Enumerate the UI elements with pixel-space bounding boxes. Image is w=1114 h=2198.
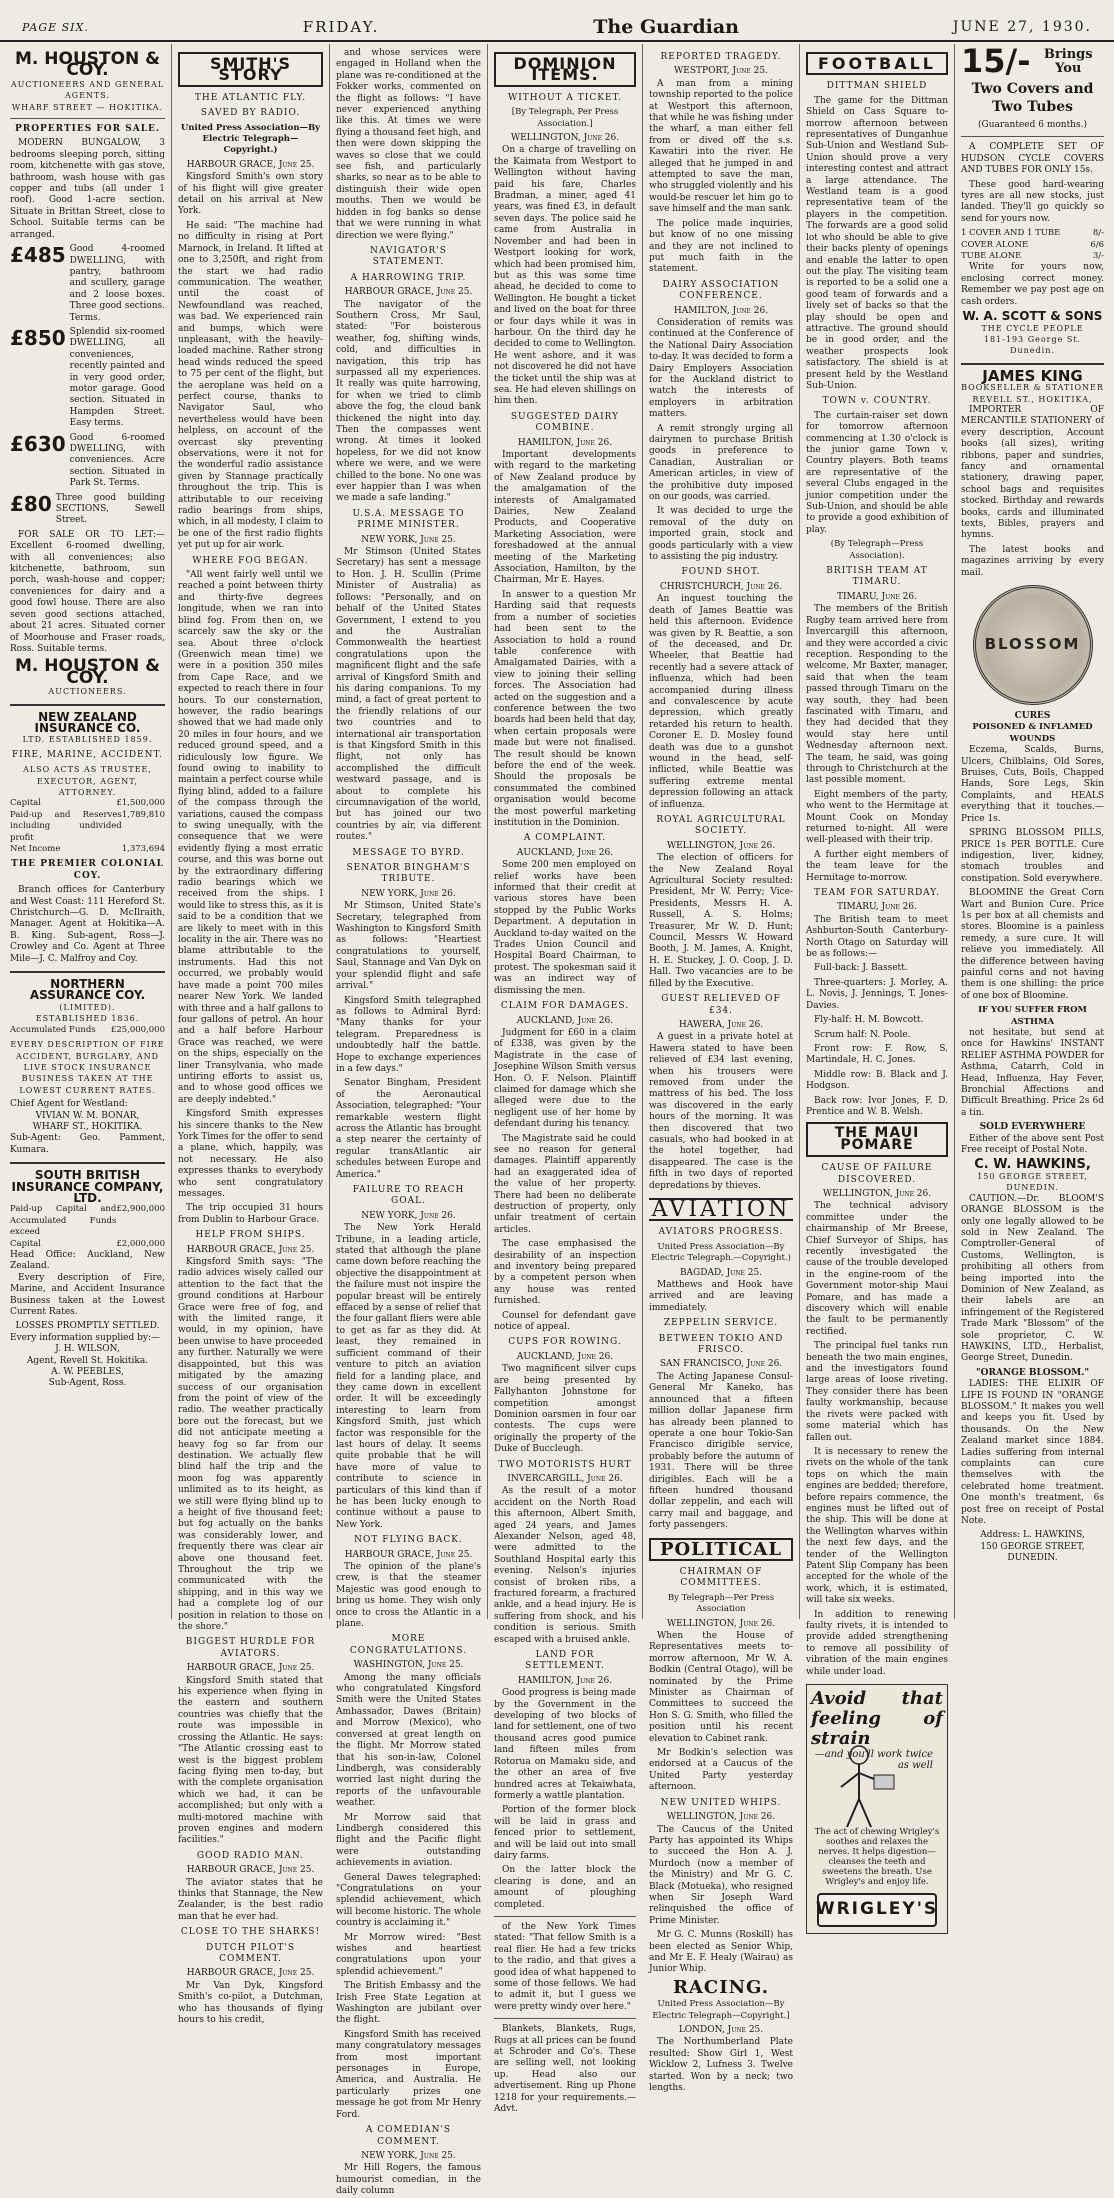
sbi-desc: Every description of Fire, Marine, and Accident Insurance Business taken at the Lowest Current Rates. [10, 1272, 165, 1318]
article-paragraph: Mr Bodkin's selection was endorsed at a Caucus of the United Party yesterday afternoon. [649, 1748, 793, 1793]
article-paragraph: A further eight members of the team leave for the Hermitage to-morrow. [806, 849, 948, 883]
article-paragraph: The navigator of the Southern Cross, Mr Saul, stated: "For boisterous weather, fog, shifting winds, cold, and difficulties in navigation, this trip has surpassed all my experiences. It really was quite harrowing, for when we tried to climb above the fog, the cloud bank thickened the night into day. Then the compasses went wrong. At times it looked hopeless, for we did not know where we were, and we were chilled to the bone. No one was ever happier than I was when we made a safe landing." [336, 299, 481, 504]
dateline: HARBOUR GRACE, June 25. [186, 1663, 315, 1674]
article-paragraph: The British Embassy and the Irish Free State Legation at Washington are jubilant over the flight. [336, 1981, 481, 2026]
dateline: HARBOUR GRACE, June 25. [186, 1968, 315, 1979]
postal-text: Either of the above sent Post Free receipt of Postal Note. [961, 1133, 1104, 1156]
article-paragraph: A guest in a private hotel at Hawera stated to have been relieved of £34 last evening, when his trousers were removed from under the mattress of his bed. The loss was discovered in the early hours of the morning. It was then discovered that two casuals, who had booked in at the hotel together, had disappeared. The case is the fifth in two days of reported depredations by thieves. [649, 1032, 793, 1191]
property-listing [10, 493, 165, 527]
dateline: HAMILTON, June 26. [517, 1675, 613, 1686]
nz-insurance-title: NEW ZEALAND INSURANCE CO. [34, 709, 141, 735]
team-line: Back row: Ivor Jones, F. D. Prentice and W. B. Welsh. [806, 1095, 948, 1117]
ladies-text: LADIES: THE ELIXIR OF LIFE IS FOUND IN "ORANGE BLOSSOM." It makes you well and keeps you fit. Used by thousands. On the New Zealand market since 1884. Ladies suffering from internal complaints can cure themselves with the celebrated home treatment. One month's treatment, 6s post free on receipt of Postal Note. [961, 1379, 1104, 1527]
dateline: LONDON, June 25. [678, 2025, 764, 2035]
sbi-figure-row: Capital £2,000,000 [10, 1238, 165, 1249]
dateline: HARBOUR GRACE, June 25. [186, 1865, 315, 1876]
article-subhead: GUEST RELIEVED OF £34. [661, 994, 781, 1016]
article-subhead: BIGGEST HURDLE FOR AVIATORS. [185, 1637, 316, 1659]
article-paragraph: Kingsford Smith expresses his sincere thanks to the New York Times for the offer to send a plane, which, happily, was not necessary. He also expresses thanks to everybody who sent congratulatory messages. [178, 1109, 323, 1199]
property-price: £630 [10, 431, 66, 456]
cycle-offer-text: A COMPLETE SET OF HUDSON CYCLE COVERS AND TUBES FOR ONLY 15s. [961, 142, 1104, 176]
property-listing [10, 244, 165, 324]
sbi-agent: A. W. PEEBLES, [51, 1367, 124, 1378]
wire-credit: United Press Association—By Electric Telegraph—Copyright.] [652, 1999, 790, 2021]
article-paragraph: The election of officers for the New Zealand Royal Agricultural Society resulted: President, Mr W. Perry; Vice-Presidents, Messrs H. A. Russell, A. S. Holms; Treasurer, Mr W. D. Hunt; Council, Messrs W. Howard Booth, J. M. James, A. Knight, H. E. Stuckey, J. O. Coop, J. D. Hall. Two vacancies are to be filled by the Executive. [649, 853, 793, 989]
article-paragraph: Consideration of remits was continued at the Conference of the National Dairy Association to-day. It was decided to form a Dairy Employers Association for the Auckland district to watch the interests of employers in arbitration matters. [649, 317, 793, 420]
sold-everywhere: SOLD EVERYWHERE [979, 1122, 1086, 1133]
price-row: TUBE ALONE 3/- [961, 251, 1104, 262]
property-listing: MODERN BUNGALOW, 3 bedrooms sleeping porch, sitting room, kitchenette with gas stove, bathroom, wash house with gas copper and tubs (all under 1 roof). Good 1-acre section. Situate in Brittan Street, close to School. Suitable terms can be arranged. [10, 138, 165, 240]
scott-firm-name: W. A. SCOTT & SONS [962, 309, 1103, 324]
article-paragraph: Mr Hill Rogers, the famous humourist comedian, in the daily column [336, 2163, 481, 2197]
northern-agent-label: Chief Agent for Westland: [10, 1099, 128, 1110]
article-paragraph: On the latter block the clearing is done, and an amount of ploughing completed. [494, 1865, 636, 1910]
page-number: PAGE SIX. [22, 20, 89, 34]
article-subhead: REPORTED TRAGEDY. [660, 52, 782, 62]
article-paragraph: As the result of a motor accident on the North Road this afternoon, Albert Smith, aged 24 years, and James Alexander Nelson, aged 48, were admitted to the Southland Hospital early this evening. Nelson's injuries consist of broken ribs, a fractured forearm, a fractured ankle, and a head injury. He is suffering from shock, and his condition is serious. Smith escaped with a bruised ankle. [494, 1486, 636, 1645]
article-subhead: GOOD RADIO MAN. [196, 1850, 305, 1861]
section-heading-racing: RACING. [672, 1976, 770, 1998]
article-paragraph: In addition to renewing faulty rivets, it is intended to provide added strengthening to remove all possibility of vibration of the main engines while under load. [806, 1609, 948, 1677]
property-desc: Good 4-roomed DWELLING, with pantry, bathroom and scullery, garage and 2 loose boxes. Three good sections. Terms. [69, 244, 165, 323]
property-desc: Splendid six-roomed DWELLING, all conveniences, recently painted and in very good order, motor garage. Good section. Situated in Hampden Street. Easy terms. [69, 326, 165, 429]
dateline: NEW YORK, June 25. [361, 534, 456, 545]
section-heading-political: POLITICAL [649, 1538, 793, 1561]
wire-credit: (By Telegraph—Press Association). [830, 539, 924, 561]
article-paragraph: General Dawes telegraphed: "Congratulations on your splendid achievement, which will become historic. The whole country is acclaiming it." [336, 1872, 481, 1929]
dateline: AUCKLAND, June 26. [516, 1351, 614, 1362]
column-1-advertisements [4, 44, 172, 1619]
article-subhead: A COMPLAINT. [523, 833, 607, 844]
dateline: INVERCARGILL, June 26. [507, 1473, 623, 1484]
wrigleys-tagline: —and you'll work twice as well [814, 1749, 933, 1772]
article-subhead: LAND FOR SETTLEMENT. [525, 1650, 605, 1672]
article-subhead: CHAIRMAN OF COMMITTEES. [679, 1566, 763, 1589]
article-paragraph: The opinion of the plane's crew, is that the steamer Majestic was good enough to bring us home. They wish only once to cross the Atlantic in a plane. [336, 1562, 481, 1630]
dateline: AUCKLAND, June 26. [516, 847, 614, 858]
northern-ltd: (LIMITED). [59, 1002, 116, 1012]
scott-address: 181-193 George St. Dunedin. [983, 334, 1082, 356]
paper-title: The Guardian [593, 16, 739, 38]
two-covers-heading: Two Covers and Two Tubes [971, 81, 1094, 115]
article-subhead: FAILURE TO REACH GOAL. [352, 1185, 465, 1207]
nz-figure-row: Net Income 1,373,694 [10, 844, 165, 854]
article-paragraph: The Caucus of the United Party has appointed its Whips to succeed the Hon A. J. Murdoch (now a member of the Ministry) and Mr G. C. Black (Motueka), who resigned when Sir Joseph Ward relinquished the office of Prime Minister. [649, 1824, 793, 1926]
nz-figure-row: Paid-up and Reserves including undivided profit 1,789,810 [10, 809, 165, 843]
property-desc: Good 6-roomed DWELLING, with conveniences. Acre section. Situated in Park St. Terms. [69, 432, 165, 489]
cycle-offer-text: Write for yours now, enclosing correct money. Remember we pay post age on cash orders. [961, 262, 1104, 307]
dateline: WELLINGTON, June 26. [666, 840, 776, 851]
orange-blossom-heading: "ORANGE BLOSSOM." [975, 1367, 1090, 1378]
houston-firm-role: AUCTIONEERS. [48, 687, 127, 697]
article-paragraph: The New York Herald Tribune, in a leading article, stated that although the plane came down before reaching the objective the disappointment at the failure must not inspire the popular breast will be entirely effaced by a sense of relief that the four gallant fliers were able to get as far as they did. At least, they remained in sufficient command of their venture to pitch an aviation field for a landing place, and they came down in excellent order. It will be exceedingly interesting to learn from Kingsford Smith, just which factor was responsible for the last hours of delay. It seems quite probable that he will have more of value to contribute to science in particulars of this kind than if he has been lucky enough to continue without a pause to New York. [336, 1223, 481, 1530]
northern-address: WHARF ST., HOKITIKA. [32, 1121, 143, 1132]
sbi-agent: J. H. WILSON, [55, 1344, 120, 1355]
hawkins-address: 150 GEORGE STREET, DUNEDIN. [977, 1171, 1088, 1193]
dateline: WESTPORT, June 25. [674, 66, 768, 77]
worker-illustration-icon [819, 1741, 897, 1831]
article-subhead: SUGGESTED DAIRY COMBINE. [510, 411, 620, 434]
northern-subagent: Sub-Agent: Geo. Pamment, Kumara. [10, 1133, 165, 1155]
team-line: Fly-half: H. M. Bowcott. [814, 1015, 924, 1026]
northern-funds: Accumulated Funds £25,000,000 [10, 1024, 165, 1035]
team-line: Front row: F. Row, S. Martindale, H. C. Jones. [806, 1043, 948, 1066]
team-line: Scrum half: N. Poole. [814, 1029, 911, 1040]
wire-credit: [By Telegraph, Per Press Association.] [511, 107, 619, 129]
article-paragraph: and whose services were engaged in Holland when the plane was re-conditioned at the Fokker works, commented on the flight as follows: "I have never experienced anything like this. At times we were flying a thousand feet high, and then were down skipping the waves so close that we could see fish, and particularly sharks, so near as to be able to distinguish their wide open mouths. Then we would be hidden in fog banks so dense that we were running in what direction we were flying." [336, 48, 481, 241]
article-paragraph: On a charge of travelling on the Kaimata from Westport to Wellington without having paid his fare, Charles Bradman, a miner, aged 41 years, was fined £3, in default seven days. The police said he came from Australia in November and had been in Westport looking for work, which had been promised him, but as this was some time ahead, he decided to come to Wellington. He bought a ticket and lived on the boat for three or four days while it was in harbour. On the third day he decided to come to Wellington. He went ashore, and it was not discovered he did not have the ticket until the ship was at sea. He had eleven shillings on him then. [494, 145, 636, 407]
article-paragraph: The principal fuel tanks run beneath the two main engines, and the investigators found large areas of loose riveting. They consider there has been faulty workmanship, because the rivets were packed with some material which has fallen out. [806, 1341, 948, 1443]
sbi-agent-address: Agent, Revell St. Hokitika. [26, 1355, 149, 1366]
article-subhead: SENATOR BINGHAM'S TRIBUTE. [346, 863, 471, 885]
dateline: HAWERA, June 26. [678, 1019, 764, 1030]
article-paragraph: of the New York Times stated: "That fellow Smith is a real flier. He had a few tricks to the radio, and that gives a good idea of what happened to some of those fellows. We had to admit it, but I guess we were pretty windy over here." [494, 1921, 636, 2012]
article-paragraph: Among the many officials who congratulated Kingsford Smith were the United States Ambassador, Dawes (Britain) and Morrow (Mexico), who conversed at great length on the flight. Mr Morrow stated that his son-in-law, Colonel Lindbergh, was considerably worried last night during the reports of the unfavourable weather. [336, 1672, 481, 1809]
article-paragraph: Matthews and Hook have arrived and are leaving immediately. [649, 1280, 793, 1313]
article-paragraph: A remit strongly urging all dairymen to purchase British goods in preference to Canadian, Australian or American articles, in view of the prohibitive duty imposed on our goods, was carried. [649, 423, 793, 503]
king-desc: IMPORTER OF MERCANTILE STATIONERY of every description, Account books (all sizes), writing ribbons, paper and sundries, fancy and ornamental stationery, drawing paper, school bags and requisites stocked. Birthday and rewards books, cards and illuminated texts, Bibles, prayers and hymns. [961, 404, 1104, 541]
dateline: WELLINGTON, June 26. [666, 1618, 776, 1629]
article-paragraph: The trip occupied 31 hours from Dublin to Harbour Grace. [178, 1203, 323, 1225]
article-paragraph: It is necessary to renew the rivets on the whole of the tank tops on which the main engines are bedded; therefore, before repairs commence, the engines must be lifted out of the ship. This will be done at the Wellington wharves within the next few days, and the tender of the Wellington Patent Slip Company has been accepted for the whole of the work, which, it is estimated, will take six weeks. [806, 1446, 948, 1606]
article-paragraph: The game for the Dittman Shield on Cass Square to-morrow afternoon between representatives of Dunganhue Sub-Union and Westland Sub-Union should prove a very interesting contest and attract a large attendance. The Westland team is a good representative team of the players in the competition. The forwards are a good solid lot who should be able to give their backs plenty of openings and enable the latter to open out the play. The visiting team is reported to be a solid one a good team of forwards and a lively set of backs so that the play should be open and attractive. The ground should be in good order, and the weather prospects look satisfactory. The shield is at present held by the Westland Sub-Union. [806, 95, 948, 391]
article-subhead: A COMEDIAN'S COMMENT. [365, 2125, 452, 2147]
article-subhead: U.S.A. MESSAGE TO PRIME MINISTER. [352, 508, 465, 531]
article-paragraph: It was decided to urge the removal of the duty on imported grain, stock and goods particularly with a view to assisting the pig industry. [649, 506, 793, 563]
article-paragraph: The British team to meet Ashburton-South Canterbury-North Otago on Saturday will be as follows:— [806, 914, 948, 960]
article-subhead: DUTCH PILOT'S COMMENT. [205, 1942, 295, 1964]
article-paragraph: An inquest touching the death of James Beattie was held this afternoon. Evidence was given by R. Beattie, a son of the deceased, and Dr. Wheeler, that Beattie had recently had a severe attack of influenza, which had been accompanied during illness and convalescence by acute depression, which greatly retarded his return to health. Coroner E. D. Mosley found death was due to a gunshot wound in the head, self-inflicted, while Beattie was suffering extreme mental depression following an attack of influenza. [649, 594, 793, 810]
article-paragraph: Two magnificent silver cups are being presented by Fallyhanton Johnstone for competition amongst Dominion oarsmen in four oar contests. The cups were originally the property of the Duke of Buccleugh. [494, 1364, 636, 1455]
article-paragraph: Kingsford Smith stated that his experience when flying in the eastern and southern countries was chiefly that the route was impossible in crossing the Atlantic. He says: "The Atlantic crossing east to west is the biggest problem facing flying men to-day, but with the complete organisation which we had, it can be accomplished; but only with a multi-motored machine with proven engines and modern facilities." [178, 1675, 323, 1846]
wire-credit: By Telegraph—Per Press Association [667, 1592, 775, 1615]
article-paragraph: "All went fairly well until we reached a point between thirty and thirty-five degrees longitude, when we ran into blind fog. From then on, we scarcely saw the sky or the sea. About three o'clock (Greenwich mean time) we were in a position 350 miles from Cape Race, and we expected to reach there in four hours. To our consternation, however, the radio bearings showed that we had made only 20 miles in four hours, and we reduced ground speed, and a ridiculously low figure. We found owing to inability to maintain a perfect course while flying blind, added to a failure of the compass through the variations, caused the compass to swing unequally, with the consequence that we were evidently flying a most erratic course, and this was borne out by the extraordinary differing radio bearings which we received from the ships. I would like to stress this, as it is said to be a condition that we are likely to meet with in this locality in the air. There was no blame attributable to the instruments. Had this not occurred, we probably would have made a point 700 miles nearer New York. We landed with three and a half gallons to four gallons of petrol. An hour and a half before Harbour Grace was reached, we were on the ships, especially on the liner Transylvania, who made untiring efforts to assist us, and to whose good offices we are deeply indebted." [178, 570, 323, 1105]
dateline: WELLINGTON, June 26. [510, 133, 620, 144]
column-5-news [643, 44, 800, 2094]
article-subhead: ZEPPELIN SERVICE. [663, 1318, 779, 1329]
article-paragraph: Mr Morrow said that Lindbergh considered this flight and the Pacific flight were outstanding achievements in aviation. [336, 1812, 481, 1869]
article-subhead: NAVIGATOR'S STATEMENT. [370, 245, 447, 268]
article-paragraph: Senator Bingham, President of the Aeronautical Association, telegraphed: "Your remarkable western flight across the Atlantic has brought a step nearer the certainty of regular transAtlantic air schedules between Europe and America." [336, 1078, 481, 1180]
sbi-losses: LOSSES PROMPTLY SETTLED. [15, 1321, 160, 1332]
cycle-offer-text: These good hard-wearing tyres are all new stocks, just landed. They'll go quickly so send for yours now. [961, 179, 1104, 224]
article-subhead: BETWEEN TOKIO AND FRISCO. [658, 1333, 784, 1356]
blankets-advert: Blankets, Blankets, Rugs, Rugs at all prices can be found at Schroder and Co's. These are selling well, not looking up. Head also our advertisement. Ring up Phone 1218 for your requirements.—Advt. [494, 2024, 636, 2115]
article-subhead: CUPS FOR ROWING. [508, 1337, 622, 1348]
wrigleys-advert [806, 1684, 948, 1934]
blossom-text: Eczema, Scalds, Burns, Ulcers, Chilblains, Old Sores, Bruises, Cuts, Boils, Chapped Hands, Sore Legs, Skin Complaints, and HEALS everything that it touches.—Price 1s. [961, 745, 1104, 824]
article-subhead: DITTMAN SHIELD [826, 81, 928, 92]
column-3-smiths-story-cont [330, 44, 488, 2197]
sbi-figure-row: Paid-up Capital and Accumulated Funds exceed £2,900,000 [10, 1204, 165, 1238]
article-paragraph: Mr G. C. Munns (Roskill) has been elected as Senior Whip, and Mr E. F. Healy (Wairau) as Junior Whip. [649, 1930, 793, 1975]
article-paragraph: Mr Van Dyk, Kingsford Smith's co-pilot, a Dutchman, who has thousands of flying hours to his credit, [178, 1980, 323, 2026]
dateline: AUCKLAND, June 26. [516, 1015, 614, 1026]
article-paragraph: In answer to a question Mr Harding said that requests from a number of societies had been sent to the Association to hold a round table conference with Amalgamated Dairies, with a view to joining their selling forces. The Association had acted on the suggestion and a conference between the two boards had been held that day, when certain proposals were made but were not finalised. The result should be known before the end of the week. Should the proposals be consummated the combined organisation would become the most powerful marketing institution in the Dominion. [494, 589, 636, 828]
article-paragraph: A man from a mining township reported to the police at Westport this afternoon, that while he was fishing under the wharf, a man either fell from or dived off the s.s. Kawatiri into the river. He alleged that he jumped in and attempted to save the man, who struggled violently and his would-be rescuer let him go to save himself and the man sank. [649, 78, 793, 215]
dateline: HAMILTON, June 26. [517, 437, 613, 448]
article-subhead: HELP FROM SHIPS. [195, 1230, 306, 1241]
team-line: Middle row: B. Black and J. Hodgson. [806, 1069, 948, 1092]
northern-assurance-title: NORTHERN ASSURANCE COY. [29, 977, 146, 1003]
article-paragraph: He said: "The machine had no difficulty in rising at Port Marnock, in Ireland. It lifted at one to 3,250ft, and right from the start we had radio communication. The weather, until the coast of Newfoundland was reached, was bad. We experienced rain and bumps, which were unpleasant, with the heavily-loaded machine. Rather strong head winds reduced the speed to 75 per cent of the flight, but the aeroplane was held on a perfect course, thanks to Navigator Saul, who nevertheless would have been helpless, on account of the overcast sky preventing observations, were it not for the wonderful radio assistance given by Stannage practically throughout the trip. This is attributable to our receiving radio bearings from ships, which, in all modesty, I claim to be one of the first radio flights yet put up for air work. [178, 220, 323, 551]
column-7-advertisements [955, 44, 1110, 1619]
article-paragraph: Kingsford Smith has received many congratulatory messages from most important personages in Europe, America, and Australia. He particularly prizes one message he got from Mr Henry Ford. [336, 2029, 481, 2120]
blossom-heading: POISONED & INFLAMED WOUNDS [972, 722, 1093, 744]
article-subhead: SAVED BY RADIO. [200, 108, 301, 119]
houston-firm-name: M. HOUSTON & COY. [14, 49, 161, 81]
asthma-text: not hesitate, but send at once for Hawkins' INSTANT RELIEF ASTHMA POWDER for Asthma, Catarrh, Cold in Head, Influenza, Hay Fever, Bronchial Affections and Difficult Breathing. Price 2s 6d a tin. [961, 1028, 1104, 1118]
property-listing: FOR SALE OR TO LET:—Excellent 6-roomed dwelling, with all conveniences; also kitchenette, bathroom, sun porch, wash-house and copper; conveniences for dairy and a good fowl house. There are also seven good sections attached, about 21 acres. Situated corner of Moorhouse and Fraser roads, Ross. Suitable terms. [10, 529, 165, 654]
nz-insurance-established: LTD. ESTABLISHED 1859. [22, 735, 153, 745]
dateline: NEW YORK, June 26. [361, 1210, 456, 1221]
spring-blossom-seal-icon [973, 585, 1093, 705]
article-subhead: TEAM FOR SATURDAY. [814, 888, 940, 899]
article-paragraph: Kingsford Smith says: "The radio advices wisely called our attention to the fact that the ground conditions at Harbour Grace were free of fog, and with the limited range, it would, in my opinion, have been unwise to have proceeded any further. Naturally we were disappointed, but this was mitigated by the amazing success of our organisation from the point of view of the radio. The weather practically bore out the forecast, but we did not anticipate meeting a heavy fog so far from our destination. We actually flew blind half the trip and the moon fog was apparently unlimited as to its height, as we still were flying blind up to a height of five thousand feet; but fog actually on the banks was considerably lower, and frequently there was clear air above one thousand feet. Throughout the trip we communicated with the shipping, and in this way we had a complete log of our position in relation to those on the shore." [178, 1257, 323, 1633]
nz-branches: Branch offices for Canterbury and West Coast: 111 Hereford St. Christchurch—G. D. McIlraith, Manager. Agent at Hokitika—A. B. King. Sub-agent, Ross—J. Crowley and Co. Agent at Three Mile—J. C. Malfroy and Coy. [10, 885, 165, 964]
dateline: SAN FRANCISCO, June 26. [659, 1359, 783, 1370]
article-subhead: MESSAGE TO BYRD. [352, 847, 465, 858]
property-listing [10, 327, 165, 430]
northern-desc: EVERY DESCRIPTION OF FIRE ACCIDENT, BURGLARY, AND LIVE STOCK INSURANCE BUSINESS TAKEN AT THE LOWEST CURRENT RATES. [10, 1040, 165, 1095]
column-6-football [800, 44, 955, 1920]
article-subhead: CAUSE OF FAILURE DISCOVERED. [821, 1163, 933, 1185]
article-paragraph: Eight members of the party, who went to the Hermitage at Mount Cook on Monday returned to-night. All were well-pleased with their trip. [806, 789, 948, 846]
dateline: TIMARU, June 26. [837, 902, 917, 913]
offer-price: 15/- [961, 42, 1031, 81]
king-address: REVELL ST., HOKITIKA, [972, 394, 1093, 404]
article-paragraph: Mr Stimson (United States Secretary) has sent a message to Hon. J. H. Scullin (Prime Minister of Australia) as follows: "Personally, and on behalf of the United States Government, I extend to you and the Australian Commonwealth the heartiest congratulations upon the magnificent flight and the safe arrival of Kingsford Smith and his daring companions. To my mind, a fact of great portent to the friendly relations of our two countries and to international air transportation is that Kingsford Smith in this flight, not only has accomplished the difficult westward passage, and is about to complete his circumnavigation of the world, but has joined our two countries by air, via different routes." [336, 547, 481, 843]
asthma-heading: IF YOU SUFFER FROM ASTHMA [978, 1005, 1087, 1027]
dateline: HARBOUR GRACE, June 25. [344, 287, 473, 298]
king-firm-name: JAMES KING [982, 366, 1083, 385]
article-subhead: NOT FLYING BACK. [354, 1535, 463, 1546]
team-line: Three-quarters: J. Morley, A. L. Novis, J. Jennings, T. Jones-Davies. [806, 977, 948, 1011]
sbi-agent-address: Sub-Agent, Ross. [48, 1378, 127, 1389]
dateline: CHRISTCHURCH, June 26. [659, 581, 783, 592]
article-subhead: A HARROWING TRIP. [350, 272, 467, 283]
article-headline: THE MAUI POMARE [806, 1122, 948, 1157]
article-subhead: WHERE FOG BEGAN. [192, 555, 309, 566]
article-paragraph: Good progress is being made by the Government in the developing of two blocks of land for settlement, one of two thousand acres good pumice land fifteen miles from Rotorua on Mamaku side, and the other an area of five hundred acres at Tekaiwhata, formerly a wattle plantation. [494, 1688, 636, 1801]
article-headline: SMITH'S STORY [178, 52, 323, 87]
article-paragraph: Important developments with regard to the marketing of New Zealand produce by the amalgamation of the interests of Amalgamated Dairies, New Zealand Products, and Cooperative Marketing Association, were foreshadowed at the annual meeting of the Marketing Association, Hamilton, by the Chairman, Mr E. Hayes. [494, 450, 636, 586]
dateline: HARBOUR GRACE, June 25. [186, 159, 315, 170]
issue-date: JUNE 27, 1930. [952, 19, 1092, 35]
article-paragraph: The Magistrate said he could see no reason for general damages. Plaintiff apparently had an exaggerated idea of the value of her property. There had been no deliberate destruction of property, only unfair treatment of certain articles. [494, 1133, 636, 1235]
article-subhead: BRITISH TEAM AT TIMARU. [826, 566, 928, 588]
article-subhead: NEW UNITED WHIPS. [660, 1797, 782, 1808]
team-line: Full-back: J. Bassett. [814, 963, 908, 974]
article-paragraph: Counsel for defendant gave notice of appeal. [494, 1310, 636, 1333]
houston-firm-address: WHARF STREET — HOKITIKA. [11, 102, 164, 112]
article-paragraph: The technical advisory committee under the chairmanship of Mr Breese, Chief Surveyor of Ships, has recently investigated the cause of the trouble developed in the engine-room of the Government motor-ship Maui Pomare, and has made a discovery which will enable the fault to be permanently rectified. [806, 1201, 948, 1337]
king-arrivals: The latest books and magazines arriving by every mail. [961, 544, 1104, 578]
guarantee: (Guaranteed 6 months.) [978, 120, 1087, 130]
article-subhead: CLAIM FOR DAMAGES. [500, 1001, 630, 1012]
wire-credit: United Press Association—By Electric Telegraph.—Copyright.) [651, 1241, 791, 1264]
newspaper-page [4, 42, 1110, 2197]
article-paragraph: The curtain-raiser set down for tomorrow afternoon commencing at 1.30 o'clock is the junior game Town v. Country players. Both teams are representative of the several Clubs engaged in the junior competition under the Sub-Union, and should be able to provide a good exhibition of play. [806, 410, 948, 535]
article-subhead: TOWN v. COUNTRY. [822, 396, 932, 407]
blossom-text: SPRING BLOSSOM PILLS, PRICE 1s PER BOTTLE. Cure indigestion, liver, kidney, stomach troubles and constipation. Sold everywhere. [961, 828, 1104, 884]
nz-insurance-acts: ALSO ACTS AS TRUSTEE, EXECUTOR, AGENT, ATTORNEY. [23, 765, 152, 797]
houston-firm-name: M. HOUSTON & COY. [14, 656, 161, 688]
section-heading-aviation: AVIATION [649, 1198, 793, 1221]
article-subhead: THE ATLANTIC FLY. [194, 92, 307, 103]
article-headline: FOOTBALL [806, 52, 948, 75]
article-subhead: MORE CONGRATULATIONS. [349, 1634, 468, 1656]
wire-credit: United Press Association—By Electric Telegraph—Copyright.) [180, 122, 321, 156]
masthead [0, 0, 1114, 42]
sbi-head-office: Head Office: Auckland, New Zealand. [10, 1250, 165, 1272]
hawkins-address-line: 150 GEORGE STREET, DUNEDIN. [980, 1541, 1085, 1564]
blossom-text: BLOOMINE the Great Corn Wart and Bunion Cure. Price 1s per box at all chemists and stores. Bloomine is a painless remedy, a sure cure. It will relieve you immediately. All the difference between having painful corns and not having them is one shilling: the price of one box of Bloomine. [961, 888, 1104, 1001]
dateline: WELLINGTON, June 26. [666, 1812, 776, 1823]
article-paragraph: The Northumberland Plate resulted: Show Girl 1, West Wicklow 2, Lufness 3. Twelve started. Won by a neck; two lengths. [649, 2037, 793, 2094]
article-subhead: ROYAL AGRICULTURAL SOCIETY. [656, 815, 786, 837]
dateline: HAMILTON, June 26. [673, 305, 769, 316]
article-paragraph: Kingsford Smith's own story of his flight will give greater detail on his arrival at New York. [178, 172, 323, 217]
price-row: 1 COVER AND 1 TUBE 8/- [961, 228, 1104, 239]
nz-figure-row: Capital £1,500,000 [10, 798, 165, 809]
cures-label: CURES [1014, 711, 1051, 722]
article-paragraph: Kingsford Smith telegraphed as follows to Admiral Byrd: "Many thanks for your telegram. Preparedness is undoubtedly half the battle. Hope to exchange experiences in a few days." [336, 995, 481, 1074]
article-paragraph: The case emphasised the desirability of an inspection and inventory being prepared by a competent person when any house was rented furnished. [494, 1239, 636, 1307]
hawkins-name: C. W. HAWKINS, [974, 1157, 1091, 1173]
nz-colonial-line: THE PREMIER COLONIAL COY. [11, 859, 164, 881]
column-2-smiths-story [172, 44, 330, 2026]
article-paragraph: Mr Stimson, United State's Secretary, telegraphed from Washington to Kingsford Smith as follows: "Heartiest congratulations to yourself, Saul, Stannage and Van Dyk on your splendid flight and safe arrival." [336, 901, 481, 992]
article-paragraph: The members of the British Rugby team arrived here from Invercargill this afternoon, and they were accorded a civic reception. Responding to the welcome, Mr Baxter, manager, said that when the team passed through Timaru on the way south, they had been fascinated with Timaru, and they had decided that they would stay here until Wednesday afternoon next. The team, he said, was going through to Christchurch at the last possible moment. [806, 604, 949, 786]
wrigleys-packet: WRIGLEY'S [817, 1893, 937, 1927]
article-subhead: TWO MOTORISTS HURT [498, 1459, 632, 1470]
dateline: WASHINGTON, June 25. [353, 1660, 464, 1671]
dateline: HARBOUR GRACE, June 25. [186, 1244, 315, 1255]
article-paragraph: The Acting Japanese Consul-General Mr Kaneko, has announced that a fifteen million dollar Japanese firm has already been planned to operate a one hour Tokio-San Francisco dirigible service, probably before the autumn of 1931. There will be three dirigibles. Each will be a fifteen hundred thousand dollar zeppelin, and each will carry mail and baggage, and forty passengers. [649, 1371, 793, 1531]
article-paragraph: Mr Morrow wired: "Best wishes and heartiest congratulations upon your splendid achievement." [336, 1932, 481, 1977]
wrigleys-body: The act of chewing Wrigley's soothes and relaxes the nerves. It helps digestion—cleanses the teeth and sweetens the breath. Use Wrigley's and enjoy life. [814, 1827, 940, 1888]
scott-sub: THE CYCLE PEOPLE [981, 323, 1084, 333]
dateline: WELLINGTON, June 26. [822, 1188, 932, 1199]
issue-day: FRIDAY. [302, 18, 380, 36]
property-price: £485 [10, 243, 66, 268]
hawkins-address-line: Address: L. HAWKINS, [980, 1530, 1085, 1541]
article-subhead: WITHOUT A TICKET. [507, 92, 623, 103]
article-paragraph: The aviator states that he thinks that Stannage, the New Zealander, is the best radio man that he ever had. [178, 1877, 323, 1922]
dateline: HARBOUR GRACE, June 25. [344, 1549, 473, 1560]
article-subhead: CLOSE TO THE SHARKS! [180, 1927, 321, 1938]
dateline: NEW YORK, June 26. [361, 888, 456, 899]
column-4-dominion-items [488, 44, 643, 2115]
article-subhead: DAIRY ASSOCIATION CONFERENCE. [662, 279, 780, 302]
article-paragraph: When the House of Representatives meets to-morrow afternoon, Mr W. A. Bodkin (Central Otago), will be nominated by the Prime Minister as Chairman of Committees to succeed the Hon S. G. Smith, who filled the position until his recent elevation to Cabinet rank. [649, 1631, 793, 1744]
property-desc: Three good building SECTIONS, Sewell Street. [55, 492, 165, 526]
properties-heading: PROPERTIES FOR SALE. [14, 124, 161, 135]
dateline: TIMARU, June 26. [837, 591, 917, 602]
article-paragraph: Some 200 men employed on relief works have been informed that their credit at various stores have been stopped by the Public Works Department. A deputation in Auckland to-day waited on the Trades Union Council and Hospital Board Chairman, to protest. The spokesman said it was an indirect way of dismissing the men. [494, 860, 636, 996]
nz-insurance-kinds: FIRE, MARINE, ACCIDENT. [11, 749, 164, 760]
property-price: £80 [10, 491, 52, 516]
article-subhead: AVIATORS PROGRESS. [658, 1227, 784, 1238]
price-row: COVER ALONE 6/6 [961, 239, 1104, 250]
article-paragraph: Judgment for £60 in a claim of £338, was given by the Magistrate in the case of Josephine Wilson Smith versus Hon. O. F. Nelson. Plaintiff claimed for damage which she alleged were due to the negligent use of her home by defendant during his tenancy. [494, 1027, 636, 1130]
houston-firm-role: AUCTIONEERS AND GENERAL AGENTS. [10, 79, 165, 101]
article-paragraph: Portion of the former block will be laid in grass and fenced prior to settlement, and will be laid out into small dairy farms. [494, 1805, 636, 1861]
king-sub: BOOKSELLER & STATIONER [961, 383, 1104, 393]
wrigleys-headline: Avoid that feeling of strain [811, 1688, 943, 1750]
seal-text: BLOSSOM [984, 635, 1081, 654]
offer-brings: Brings You [1043, 47, 1093, 76]
caution-text: CAUTION.—Dr. BLOOM'S ORANGE BLOSSOM is the only one legally allowed to be sold in New Zealand. The Comptroller-General of Customs, Wellington, is prohibiting all others from being imported into the Dominion of New Zealand, as their labels are an infringement of the Registered Trade Mark "Blossom" of the sole proprietor, C. W. HAWKINS, LTD., Herbalist, George Street, Dunedin. [961, 1193, 1104, 1364]
south-british-title: SOUTH BRITISH INSURANCE COMPANY, LTD. [11, 1168, 164, 1205]
northern-est: ESTABLISHED 1836. [35, 1014, 140, 1024]
dateline: BAGDAD, June 25. [679, 1267, 763, 1278]
property-price: £850 [10, 325, 66, 350]
cycle-offer-banner [961, 42, 1104, 81]
article-headline: DOMINION ITEMS. [494, 52, 636, 87]
northern-agent: VIVIAN W. M. BONAR, [35, 1110, 140, 1121]
article-subhead: FOUND SHOT. [681, 567, 761, 578]
sbi-info: Every information supplied by:— [10, 1332, 160, 1343]
dateline: NEW YORK, June 25. [361, 2150, 456, 2161]
property-listing [10, 433, 165, 490]
article-paragraph: The police made inquiries, but know of no one missing and they are not inclined to put much faith in the statement. [649, 218, 793, 275]
